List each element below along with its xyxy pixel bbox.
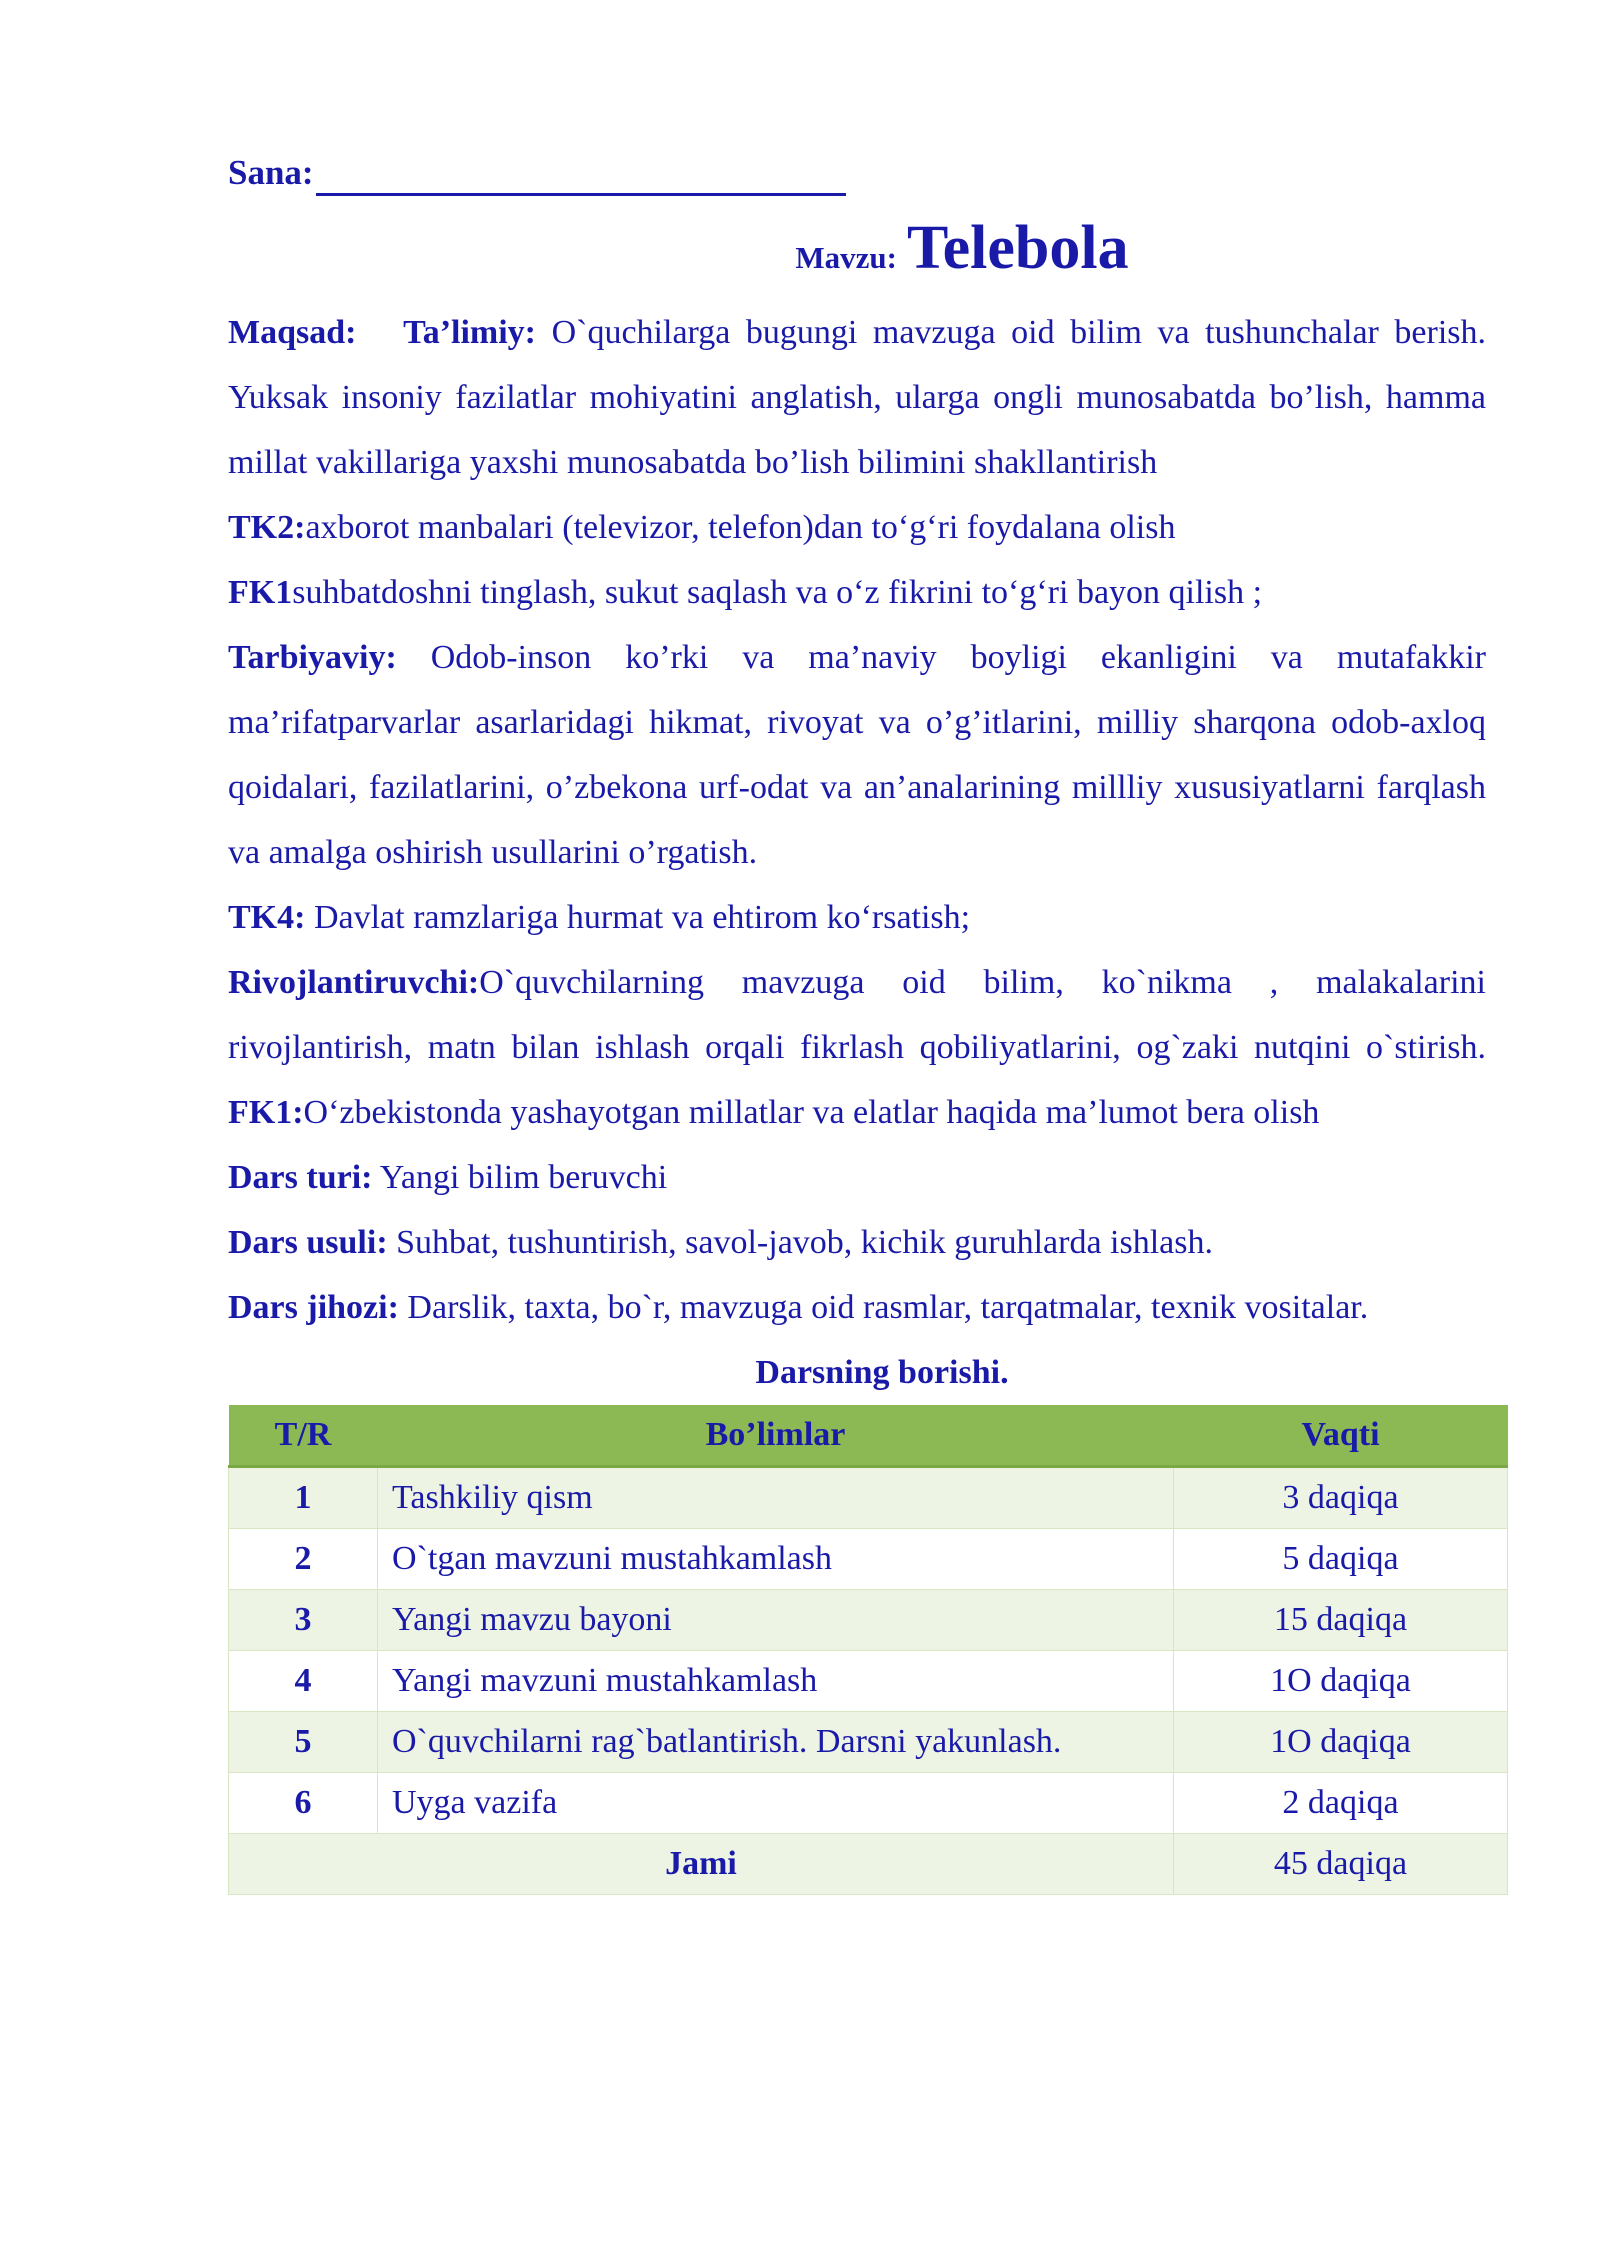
header-time: Vaqti — [1174, 1405, 1508, 1467]
row-time: 15 daqiqa — [1174, 1590, 1508, 1651]
lesson-equipment-label: Dars jihozi: — [228, 1289, 399, 1326]
schedule-title: Darsning borishi. — [755, 1354, 1009, 1391]
goal-tk4 — [228, 885, 1486, 950]
row-section: O`tgan mavzuni mustahkamlash — [378, 1529, 1174, 1590]
lesson-method-label: Dars usuli: — [228, 1224, 388, 1261]
fk1b-text: O‘zbekistonda yashayotgan millatlar va elatlar haqida ma’lumot bera olish — [303, 1094, 1320, 1131]
schedule-table — [228, 1405, 1508, 1895]
rivoj-text: O`quvchilarning mavzuga oid bilim, ko`nikma , malakalarini rivojlantirish, matn bilan ishlash orqali fikrlash qobiliyatlarini, og`zaki nutqini o`stirish. — [228, 964, 1486, 1066]
row-number: 2 — [229, 1529, 378, 1590]
rivoj-label: Rivojlantiruvchi: — [228, 964, 480, 1001]
row-time: 1O daqiqa — [1174, 1712, 1508, 1773]
topic-title: Telebola — [906, 214, 1129, 282]
table-row — [229, 1651, 1508, 1712]
table-row — [229, 1467, 1508, 1529]
talimiy-label: Ta’limiy: — [403, 314, 537, 351]
row-number: 5 — [229, 1712, 378, 1773]
goals-section — [228, 300, 1486, 1340]
row-number: 4 — [229, 1651, 378, 1712]
lesson-equipment — [228, 1275, 1486, 1340]
row-section: Tashkiliy qism — [378, 1467, 1174, 1529]
lesson-method — [228, 1210, 1486, 1275]
lesson-type-text: Yangi bilim beruvchi — [379, 1159, 668, 1196]
row-time: 2 daqiqa — [1174, 1773, 1508, 1834]
row-number: 6 — [229, 1773, 378, 1834]
total-label: Jami — [229, 1834, 1174, 1895]
total-time: 45 daqiqa — [1174, 1834, 1508, 1895]
topic-heading — [228, 210, 1486, 286]
table-row — [229, 1712, 1508, 1773]
goal-tarbiyaviy — [228, 625, 1486, 885]
date-label: Sana: — [228, 153, 314, 192]
header-tr: T/R — [229, 1405, 378, 1467]
row-section: O`quvchilarni rag`batlantirish. Darsni yakunlash. — [378, 1712, 1174, 1773]
header-sections: Bo’limlar — [378, 1405, 1174, 1467]
date-line — [228, 150, 1486, 196]
tarbiyaviy-text: Odob-inson ko’rki va ma’naviy boyligi ekanligini va mutafakkir ma’rifatparvarlar asarlaridagi hikmat, rivoyat va o’g’itlarini, milliy sharqona odob-axloq qoidalari, fazilatlarini, o’zbekona urf-odat va an’analarining millliy xususiyatlarni farqlash va amalga oshirish usullarini o’rgatish. — [228, 639, 1487, 871]
row-number: 3 — [229, 1590, 378, 1651]
lesson-type-label: Dars turi: — [228, 1159, 373, 1196]
tk4-text: Davlat ramzlariga hurmat va ehtirom ko‘rsatish; — [313, 899, 971, 936]
talimiy-text: O`quchilarga bugungi mavzuga oid bilim va tushunchalar berish. Yuksak insoniy fazilatlar mohiyatini anglatish, ularga ongli munosabatda bo’lish, hamma millat vakillariga yaxshi munosabatda bo’lish bilimini shakllantirish — [228, 314, 1487, 481]
goal-fk1 — [228, 560, 1486, 625]
goal-talimiy — [228, 300, 1486, 495]
row-time: 1O daqiqa — [1174, 1651, 1508, 1712]
fk1-text: suhbatdoshni tinglash, sukut saqlash va o‘z fikrini to‘g‘ri bayon qilish ; — [292, 574, 1263, 611]
row-section: Uyga vazifa — [378, 1773, 1174, 1834]
fk1-label: FK1 — [228, 574, 293, 611]
tk4-label: TK4: — [228, 899, 306, 936]
table-row — [229, 1590, 1508, 1651]
table-header-row — [229, 1405, 1508, 1467]
lesson-plan-page — [228, 150, 1486, 1895]
maqsad-label: Maqsad: — [228, 314, 357, 351]
table-row — [229, 1529, 1508, 1590]
lesson-type — [228, 1145, 1486, 1210]
lesson-equipment-text: Darslik, taxta, bo`r, mavzuga oid rasmlar, tarqatmalar, texnik vositalar. — [407, 1289, 1369, 1326]
tk2-text: axborot manbalari (televizor, telefon)dan to‘g‘ri foydalana olish — [305, 509, 1176, 546]
row-section: Yangi mavzuni mustahkamlash — [378, 1651, 1174, 1712]
tarbiyaviy-label: Tarbiyaviy: — [228, 639, 397, 676]
topic-label: Mavzu: — [795, 240, 897, 275]
row-number: 1 — [229, 1467, 378, 1529]
fk1b-label: FK1: — [228, 1094, 304, 1131]
row-section: Yangi mavzu bayoni — [378, 1590, 1174, 1651]
row-time: 3 daqiqa — [1174, 1467, 1508, 1529]
lesson-method-text: Suhbat, tushuntirish, savol-javob, kichik guruhlarda ishlash. — [396, 1224, 1213, 1261]
goal-rivojlantiruvchi — [228, 950, 1486, 1145]
tk2-label: TK2: — [228, 509, 306, 546]
row-time: 5 daqiqa — [1174, 1529, 1508, 1590]
table-total-row — [229, 1834, 1508, 1895]
date-blank — [316, 157, 846, 196]
table-row — [229, 1773, 1508, 1834]
goal-tk2 — [228, 495, 1486, 560]
